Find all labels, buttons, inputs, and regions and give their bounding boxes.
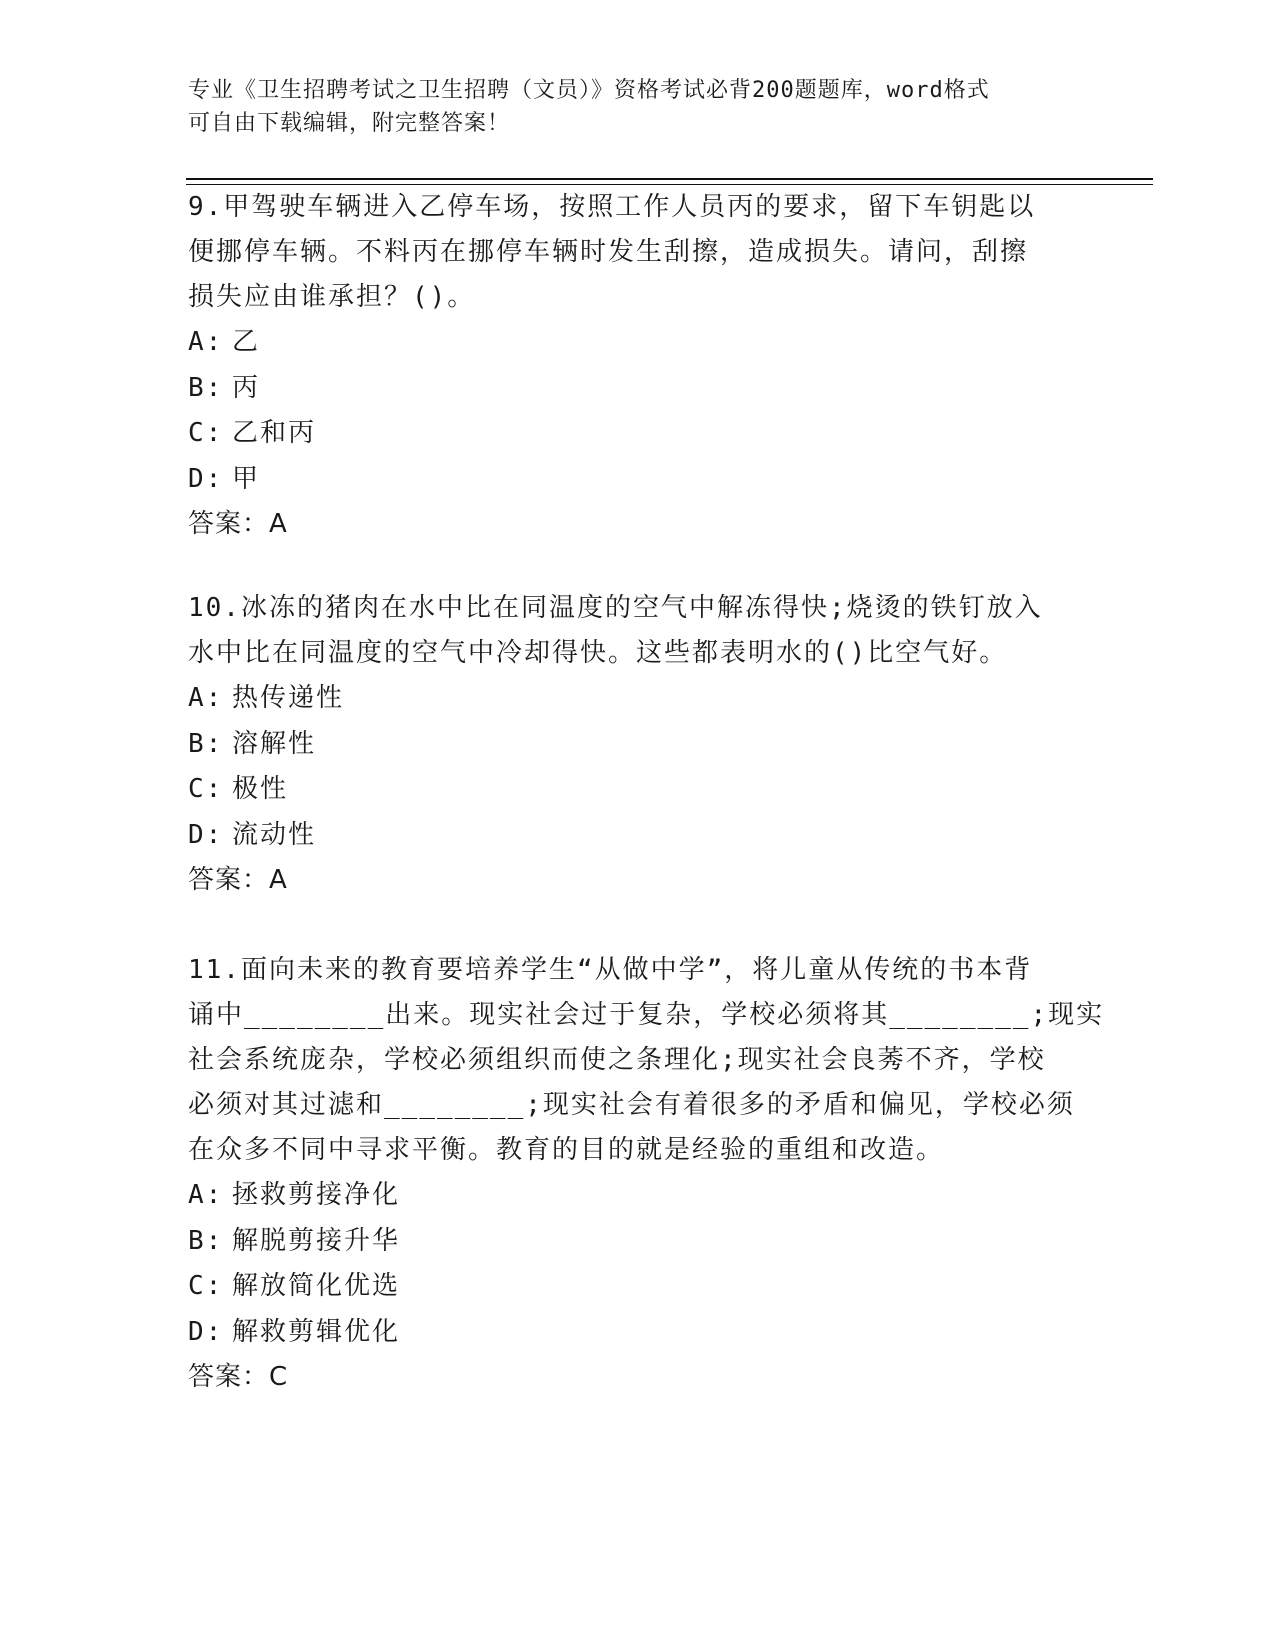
option-letter: C:: [188, 418, 224, 448]
option-letter: C:: [188, 1271, 224, 1301]
option-letter: A:: [188, 1180, 224, 1210]
answer-key: 答案：A: [188, 509, 288, 539]
document-header: [188, 74, 1068, 140]
answer-option: [188, 320, 1088, 366]
option-text: 乙: [232, 327, 261, 357]
answer-option: [188, 676, 1088, 722]
question-block: [188, 185, 1088, 547]
question-block: [188, 948, 1105, 1400]
answer-key: 答案：A: [188, 865, 288, 895]
option-letter: C:: [188, 774, 224, 804]
answer-option: [188, 722, 1088, 768]
option-text: 解脱剪接升华: [232, 1225, 401, 1256]
answer-option: [188, 1264, 1088, 1310]
header-line: 专业《卫生招聘考试之卫生招聘（文员）》资格考试必背200题题库，word格式: [188, 78, 990, 103]
answer-option: [188, 813, 1088, 859]
option-text: 溶解性: [232, 728, 317, 759]
option-text: 解放简化优选: [232, 1271, 401, 1301]
option-letter: A:: [188, 327, 224, 357]
option-text: 丙: [232, 372, 261, 403]
option-letter: B:: [188, 728, 224, 759]
question-text-line: 10.冰冻的猪肉在水中比在同温度的空气中解冻得快;烧烫的铁钉放入: [188, 593, 1043, 623]
question-text-line: 必须对其过滤和________;现实社会有着很多的矛盾和偏见，学校必须: [188, 1090, 1075, 1120]
question-text-line: 9.甲驾驶车辆进入乙停车场，按照工作人员丙的要求，留下车钥匙以: [188, 192, 1036, 222]
option-text: 解救剪辑优化: [232, 1316, 401, 1347]
option-text: 热传递性: [232, 683, 345, 713]
option-letter: B:: [188, 1225, 224, 1256]
answer-option: [188, 411, 1088, 457]
question-text-line: 在众多不同中寻求平衡。教育的目的就是经验的重组和改造。: [188, 1135, 945, 1165]
option-text: 极性: [232, 774, 289, 804]
answer-option: [188, 767, 1088, 813]
header-divider: [186, 178, 1153, 180]
answer-option: [188, 1310, 1088, 1356]
question-text-line: 便挪停车辆。不料丙在挪停车辆时发生刮擦，造成损失。请问，刮擦: [188, 237, 1029, 267]
question-block: [188, 586, 1088, 903]
answer-option: [188, 457, 1088, 503]
answer-option: [188, 1219, 1088, 1265]
question-text-line: 社会系统庞杂，学校必须组织而使之条理化;现实社会良莠不齐，学校: [188, 1045, 1046, 1075]
option-letter: B:: [188, 372, 224, 403]
option-text: 拯救剪接净化: [232, 1180, 401, 1210]
option-letter: D:: [188, 463, 224, 494]
answer-option: [188, 1173, 1088, 1219]
question-text-line: 损失应由谁承担？()。: [188, 282, 476, 312]
option-text: 乙和丙: [232, 418, 317, 448]
question-text-line: 水中比在同温度的空气中冷却得快。这些都表明水的()比空气好。: [188, 638, 1008, 668]
question-text-line: 诵中________出来。现实社会过于复杂，学校必须将其________;现实: [188, 1000, 1105, 1030]
answer-key: 答案：C: [188, 1362, 289, 1392]
option-text: 流动性: [232, 819, 317, 850]
option-letter: D:: [188, 819, 224, 850]
question-text-line: 11.面向未来的教育要培养学生“从做中学”，将儿童从传统的书本背: [188, 955, 1033, 985]
header-line: 可自由下载编辑，附完整答案！: [188, 111, 511, 136]
option-letter: D:: [188, 1316, 224, 1347]
answer-option: [188, 366, 1088, 412]
option-letter: A:: [188, 683, 224, 713]
option-text: 甲: [232, 463, 261, 494]
